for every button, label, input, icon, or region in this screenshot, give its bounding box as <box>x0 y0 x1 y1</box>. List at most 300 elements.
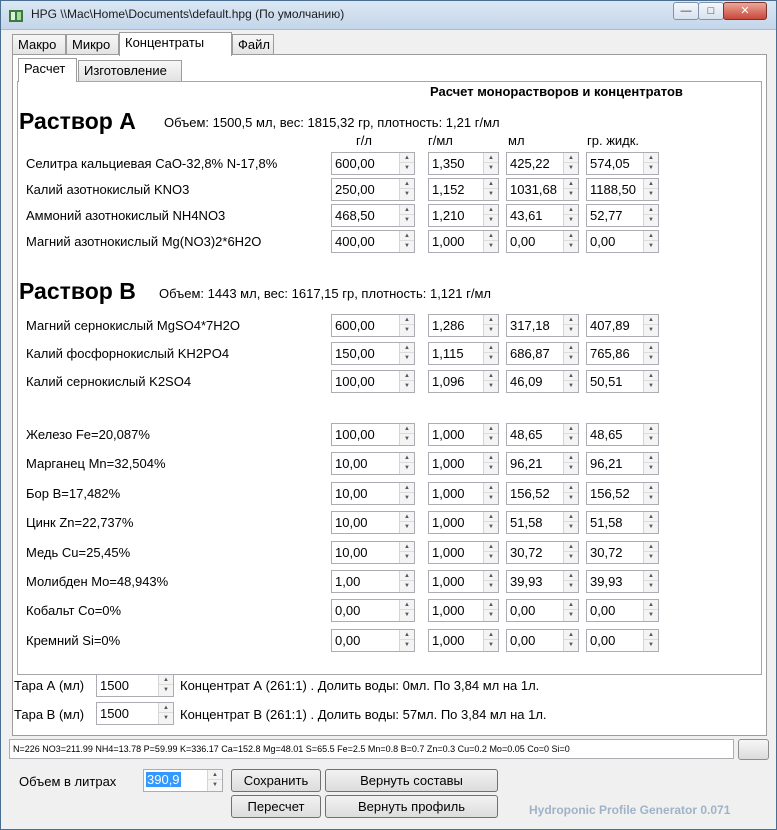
spin-up-arrow-icon[interactable]: ▲ <box>400 153 414 163</box>
reagent-ml-field[interactable] <box>506 178 579 201</box>
spin-down-arrow-icon[interactable]: ▼ <box>404 165 410 171</box>
solution-a-title: Раствор А <box>19 108 136 134</box>
reagent-gl-field[interactable] <box>331 599 415 622</box>
reagent-liq-field[interactable] <box>586 230 659 253</box>
reagent-liq-value: 0,00 <box>590 603 616 618</box>
reagent-liq-value: 52,77 <box>590 208 623 223</box>
reagent-gl-value: 600,00 <box>335 156 375 171</box>
reagent-label: Железо Fe=20,087% <box>26 427 150 442</box>
spin-down-arrow-icon[interactable]: ▼ <box>648 243 654 249</box>
spin-down-arrow-icon[interactable]: ▼ <box>488 465 494 471</box>
tara-a-field[interactable] <box>96 674 174 697</box>
spin-up-arrow-icon[interactable]: ▲ <box>644 205 658 215</box>
reagent-gl-value: 10,00 <box>335 545 368 560</box>
solution-b-title: Раствор В <box>19 278 136 304</box>
spin-down-arrow-icon[interactable]: ▼ <box>488 642 494 648</box>
spin-up-arrow-icon[interactable]: ▲ <box>644 571 658 581</box>
reagent-label: Калий фосфорнокислый KH2PO4 <box>26 346 230 361</box>
reagent-liq-field[interactable] <box>586 152 659 175</box>
spin-down-arrow-icon[interactable]: ▼ <box>648 583 654 589</box>
tab-concentrates[interactable]: Концентраты <box>119 32 232 56</box>
spin-down-arrow-icon[interactable]: ▼ <box>648 642 654 648</box>
spin-down-arrow-icon[interactable]: ▼ <box>488 383 494 389</box>
spin-down-arrow-icon[interactable]: ▼ <box>404 383 410 389</box>
reagent-liq-value: 1188,50 <box>590 182 637 197</box>
reagent-ml-field[interactable] <box>506 423 579 446</box>
reagent-liq-value: 51,58 <box>590 515 623 530</box>
reagent-liq-field[interactable] <box>586 178 659 201</box>
spin-up-arrow-icon[interactable]: ▲ <box>564 231 578 241</box>
reagent-ml-field[interactable] <box>506 152 579 175</box>
reagent-gl-field[interactable] <box>331 342 415 365</box>
reagent-gml-field[interactable] <box>428 342 499 365</box>
spin-up-arrow-icon[interactable]: ▲ <box>484 153 498 163</box>
spin-down-arrow-icon[interactable]: ▼ <box>568 436 574 442</box>
reagent-gl-field[interactable] <box>331 629 415 652</box>
volume-input[interactable] <box>143 769 223 792</box>
calculation-panel <box>17 81 762 675</box>
spin-up-arrow-icon[interactable]: ▲ <box>564 453 578 463</box>
reagent-label: Кобальт Co=0% <box>26 603 122 618</box>
spin-down-arrow-icon[interactable]: ▼ <box>648 554 654 560</box>
concentrates-panel <box>12 54 767 736</box>
spin-up-arrow-icon[interactable]: ▲ <box>644 424 658 434</box>
reagent-liq-field[interactable] <box>586 629 659 652</box>
spin-down-arrow-icon[interactable]: ▼ <box>163 715 169 721</box>
spin-down-arrow-icon[interactable]: ▼ <box>212 782 218 788</box>
reagent-gl-value: 100,00 <box>335 374 375 389</box>
spin-down-arrow-icon[interactable]: ▼ <box>568 165 574 171</box>
reagent-gl-field[interactable] <box>331 570 415 593</box>
reagent-gml-value: 1,000 <box>432 574 465 589</box>
window-title: HPG \\Mac\Home\Documents\default.hpg (По умолчанию) <box>31 7 345 21</box>
reagent-liq-field[interactable] <box>586 204 659 227</box>
close-button[interactable]: ✕ <box>723 2 767 20</box>
tara-a-info: Концентрат А (261:1) . Долить воды: 0мл. По 3,84 мл на 1л. <box>180 678 540 693</box>
reagent-liq-value: 30,72 <box>590 545 623 560</box>
reagent-liq-field[interactable] <box>586 482 659 505</box>
recalculate-button[interactable]: Пересчет <box>231 795 321 818</box>
spin-down-arrow-icon[interactable]: ▼ <box>488 524 494 530</box>
status-summary-field[interactable]: N=226 NO3=211.99 NH4=13.78 P=59.99 K=336.17 Ca=152.8 Mg=48.01 S=65.5 Fe=2.5 Mn=0.8 B=0.7 Zn=0.3 Cu=0.2 Mo=0.05 Co=0 Si=0 <box>9 739 734 759</box>
reagent-gml-field[interactable] <box>428 541 499 564</box>
reagent-liq-field[interactable] <box>586 541 659 564</box>
reagent-ml-field[interactable] <box>506 570 579 593</box>
reagent-gml-value: 1,000 <box>432 545 465 560</box>
reagent-ml-field[interactable] <box>506 511 579 534</box>
reagent-gml-field[interactable] <box>428 452 499 475</box>
reagent-gml-field[interactable] <box>428 423 499 446</box>
spin-up-arrow-icon[interactable]: ▲ <box>564 315 578 325</box>
spin-up-arrow-icon[interactable]: ▲ <box>400 512 414 522</box>
spin-down-arrow-icon[interactable]: ▼ <box>404 465 410 471</box>
spin-up-arrow-icon[interactable]: ▲ <box>400 179 414 189</box>
reagent-gml-field[interactable] <box>428 314 499 337</box>
reagent-ml-value: 317,18 <box>510 318 550 333</box>
reagent-liq-field[interactable] <box>586 452 659 475</box>
reagent-gml-value: 1,152 <box>432 182 465 197</box>
reagent-gl-field[interactable] <box>331 423 415 446</box>
reagent-gl-field[interactable] <box>331 314 415 337</box>
spin-up-arrow-icon[interactable]: ▲ <box>484 453 498 463</box>
reagent-liq-value: 50,51 <box>590 374 623 389</box>
tara-a-label: Тара А (мл) <box>14 678 85 693</box>
spin-down-arrow-icon[interactable]: ▼ <box>404 217 410 223</box>
spin-down-arrow-icon[interactable]: ▼ <box>404 327 410 333</box>
tara-b-value: 1500 <box>100 706 129 721</box>
spin-down-arrow-icon[interactable]: ▼ <box>568 217 574 223</box>
spin-down-arrow-icon[interactable]: ▼ <box>488 243 494 249</box>
spin-up-arrow-icon[interactable]: ▲ <box>564 483 578 493</box>
status-action-button[interactable] <box>738 739 769 760</box>
spin-up-arrow-icon[interactable]: ▲ <box>564 542 578 552</box>
save-button[interactable]: Сохранить <box>231 769 321 792</box>
reagent-gml-field[interactable] <box>428 599 499 622</box>
spin-up-arrow-icon[interactable]: ▲ <box>208 770 222 780</box>
spin-up-arrow-icon[interactable]: ▲ <box>484 205 498 215</box>
column-header-liquid: гр. жидк. <box>587 133 640 148</box>
reagent-label: Магний сернокислый MgSO4*7H2O <box>26 318 240 333</box>
reagent-gl-value: 1,00 <box>335 574 361 589</box>
reagent-label: Магний азотнокислый Mg(NO3)2*6H2O <box>26 234 262 249</box>
reagent-gl-field[interactable] <box>331 511 415 534</box>
spin-up-arrow-icon[interactable]: ▲ <box>564 371 578 381</box>
volume-label: Объем в литрах <box>19 774 117 789</box>
reagent-gml-value: 1,350 <box>432 156 465 171</box>
reagent-gml-value: 1,000 <box>432 633 465 648</box>
spin-up-arrow-icon[interactable]: ▲ <box>400 205 414 215</box>
reagent-gl-value: 10,00 <box>335 515 368 530</box>
spin-down-arrow-icon[interactable]: ▼ <box>404 191 410 197</box>
spin-up-arrow-icon[interactable]: ▲ <box>644 153 658 163</box>
spin-up-arrow-icon[interactable]: ▲ <box>484 343 498 353</box>
spin-down-arrow-icon[interactable]: ▼ <box>648 495 654 501</box>
reagent-gl-field[interactable] <box>331 230 415 253</box>
spin-down-arrow-icon[interactable]: ▼ <box>404 243 410 249</box>
spin-up-arrow-icon[interactable]: ▲ <box>400 453 414 463</box>
reagent-ml-value: 46,09 <box>510 374 543 389</box>
reagent-gl-value: 0,00 <box>335 603 361 618</box>
solution-b-info: Объем: 1443 мл, вес: 1617,15 гр, плотность: 1,121 г/мл <box>159 286 491 301</box>
reagent-label: Цинк Zn=22,737% <box>26 515 134 530</box>
spin-up-arrow-icon[interactable]: ▲ <box>564 512 578 522</box>
spin-up-arrow-icon[interactable]: ▲ <box>564 571 578 581</box>
reagent-gml-value: 1,000 <box>432 234 465 249</box>
reagent-liq-field[interactable] <box>586 599 659 622</box>
reagent-gl-value: 250,00 <box>335 182 375 197</box>
reagent-ml-field[interactable] <box>506 482 579 505</box>
spin-down-arrow-icon[interactable]: ▼ <box>488 165 494 171</box>
spin-down-arrow-icon[interactable]: ▼ <box>488 327 494 333</box>
title-bar <box>1 1 776 30</box>
reagent-ml-value: 39,93 <box>510 574 543 589</box>
reagent-gml-field[interactable] <box>428 230 499 253</box>
reagent-label: Медь Cu=25,45% <box>26 545 131 560</box>
maximize-button[interactable]: □ <box>698 2 724 20</box>
reagent-label: Марганец Mn=32,504% <box>26 456 166 471</box>
spin-down-arrow-icon[interactable]: ▼ <box>488 612 494 618</box>
reagent-liq-field[interactable] <box>586 570 659 593</box>
reagent-gml-value: 1,210 <box>432 208 465 223</box>
spin-down-arrow-icon[interactable]: ▼ <box>488 583 494 589</box>
reagent-gl-field[interactable] <box>331 452 415 475</box>
reagent-liq-field[interactable] <box>586 342 659 365</box>
reagent-gml-value: 1,096 <box>432 374 465 389</box>
reagent-gl-value: 100,00 <box>335 427 375 442</box>
spin-down-arrow-icon[interactable]: ▼ <box>404 524 410 530</box>
reagent-ml-field[interactable] <box>506 370 579 393</box>
reagent-liq-value: 574,05 <box>590 156 630 171</box>
reagent-gml-field[interactable] <box>428 152 499 175</box>
spin-down-arrow-icon[interactable]: ▼ <box>648 465 654 471</box>
spin-up-arrow-icon[interactable]: ▲ <box>564 153 578 163</box>
reagent-label: Калий азотнокислый KNO3 <box>26 182 190 197</box>
reagent-gl-value: 150,00 <box>335 346 375 361</box>
spin-up-arrow-icon[interactable]: ▲ <box>400 315 414 325</box>
reagent-gml-field[interactable] <box>428 511 499 534</box>
spin-up-arrow-icon[interactable]: ▲ <box>644 600 658 610</box>
spin-up-arrow-icon[interactable]: ▲ <box>564 343 578 353</box>
reagent-gml-field[interactable] <box>428 629 499 652</box>
reagent-label: Аммоний азотнокислый NH4NO3 <box>26 208 226 223</box>
reagent-gl-value: 10,00 <box>335 486 368 501</box>
spin-up-arrow-icon[interactable]: ▲ <box>400 371 414 381</box>
reagent-gl-value: 10,00 <box>335 456 368 471</box>
spin-down-arrow-icon[interactable]: ▼ <box>568 495 574 501</box>
spin-up-arrow-icon[interactable]: ▲ <box>159 675 173 685</box>
reagent-liq-field[interactable] <box>586 314 659 337</box>
tara-b-label: Тара В (мл) <box>14 707 85 722</box>
reagent-gml-value: 1,115 <box>432 346 464 361</box>
reagent-gl-field[interactable] <box>331 482 415 505</box>
spin-down-arrow-icon[interactable]: ▼ <box>404 495 410 501</box>
spin-down-arrow-icon[interactable]: ▼ <box>648 217 654 223</box>
spin-up-arrow-icon[interactable]: ▲ <box>484 512 498 522</box>
spin-down-arrow-icon[interactable]: ▼ <box>568 383 574 389</box>
tab-micro[interactable]: Микро <box>66 34 119 55</box>
spin-down-arrow-icon[interactable]: ▼ <box>648 383 654 389</box>
reagent-liq-value: 0,00 <box>590 234 616 249</box>
spin-up-arrow-icon[interactable]: ▲ <box>644 371 658 381</box>
reagent-gml-value: 1,000 <box>432 427 465 442</box>
spin-down-arrow-icon[interactable]: ▼ <box>648 165 654 171</box>
brand-label: Hydroponic Profile Generator 0.071 <box>529 803 731 817</box>
spin-down-arrow-icon[interactable]: ▼ <box>488 355 494 361</box>
reagent-gml-field[interactable] <box>428 570 499 593</box>
reagent-ml-field[interactable] <box>506 629 579 652</box>
spin-up-arrow-icon[interactable]: ▲ <box>644 542 658 552</box>
spin-up-arrow-icon[interactable]: ▲ <box>400 231 414 241</box>
spin-down-arrow-icon[interactable]: ▼ <box>648 612 654 618</box>
reagent-gml-field[interactable] <box>428 370 499 393</box>
reagent-label: Селитра кальциевая CaO-32,8% N-17,8% <box>26 156 278 171</box>
reagent-gml-value: 1,000 <box>432 456 465 471</box>
reagent-gl-field[interactable] <box>331 370 415 393</box>
reagent-ml-value: 48,65 <box>510 427 543 442</box>
spin-down-arrow-icon[interactable]: ▼ <box>568 355 574 361</box>
reagent-ml-value: 156,52 <box>510 486 550 501</box>
spin-down-arrow-icon[interactable]: ▼ <box>568 327 574 333</box>
spin-up-arrow-icon[interactable]: ▲ <box>564 179 578 189</box>
spin-up-arrow-icon[interactable]: ▲ <box>644 630 658 640</box>
spin-up-arrow-icon[interactable]: ▲ <box>564 424 578 434</box>
spin-up-arrow-icon[interactable]: ▲ <box>400 630 414 640</box>
reagent-liq-field[interactable] <box>586 423 659 446</box>
reagent-ml-field[interactable] <box>506 230 579 253</box>
reagent-ml-value: 425,22 <box>510 156 550 171</box>
tab-file[interactable]: Файл <box>232 34 274 55</box>
tab-production[interactable]: Изготовление <box>78 60 182 81</box>
reagent-gml-value: 1,286 <box>432 318 465 333</box>
reagent-liq-value: 156,52 <box>590 486 630 501</box>
reagent-ml-field[interactable] <box>506 342 579 365</box>
spin-up-arrow-icon[interactable]: ▲ <box>159 703 173 713</box>
spin-down-arrow-icon[interactable]: ▼ <box>648 524 654 530</box>
spin-up-arrow-icon[interactable]: ▲ <box>484 315 498 325</box>
minimize-button[interactable]: — <box>673 2 699 20</box>
spin-down-arrow-icon[interactable]: ▼ <box>404 554 410 560</box>
spin-up-arrow-icon[interactable]: ▲ <box>564 630 578 640</box>
spin-down-arrow-icon[interactable]: ▼ <box>568 191 574 197</box>
spin-down-arrow-icon[interactable]: ▼ <box>568 642 574 648</box>
spin-up-arrow-icon[interactable]: ▲ <box>564 205 578 215</box>
reagent-gml-field[interactable] <box>428 204 499 227</box>
spin-up-arrow-icon[interactable]: ▲ <box>400 600 414 610</box>
spin-up-arrow-icon[interactable]: ▲ <box>564 600 578 610</box>
reagent-gml-value: 1,000 <box>432 486 465 501</box>
reagent-ml-value: 96,21 <box>510 456 543 471</box>
panel-heading: Расчет монорастворов и концентратов <box>430 84 683 99</box>
reagent-gl-value: 400,00 <box>335 234 375 249</box>
reagent-label: Кремний Si=0% <box>26 633 121 648</box>
spin-down-arrow-icon[interactable]: ▼ <box>648 327 654 333</box>
reagent-label: Калий сернокислый K2SO4 <box>26 374 192 389</box>
spin-up-arrow-icon[interactable]: ▲ <box>484 571 498 581</box>
revert-profile-button[interactable]: Вернуть профиль <box>325 795 498 818</box>
tab-calculation[interactable]: Расчет <box>18 58 77 82</box>
spin-down-arrow-icon[interactable]: ▼ <box>568 524 574 530</box>
spin-up-arrow-icon[interactable]: ▲ <box>484 600 498 610</box>
reagent-liq-value: 39,93 <box>590 574 623 589</box>
reagent-gl-value: 0,00 <box>335 633 361 648</box>
spin-up-arrow-icon[interactable]: ▲ <box>644 453 658 463</box>
spin-up-arrow-icon[interactable]: ▲ <box>400 571 414 581</box>
volume-value: 390,9 <box>147 772 180 787</box>
reagent-liq-value: 48,65 <box>590 427 623 442</box>
spin-down-arrow-icon[interactable]: ▼ <box>488 217 494 223</box>
spin-down-arrow-icon[interactable]: ▼ <box>404 436 410 442</box>
reagent-ml-value: 0,00 <box>510 234 536 249</box>
spin-down-arrow-icon[interactable]: ▼ <box>568 612 574 618</box>
reagent-liq-field[interactable] <box>586 370 659 393</box>
spin-up-arrow-icon[interactable]: ▲ <box>400 424 414 434</box>
spin-up-arrow-icon[interactable]: ▲ <box>484 630 498 640</box>
spin-down-arrow-icon[interactable]: ▼ <box>163 687 169 693</box>
spin-down-arrow-icon[interactable]: ▼ <box>648 436 654 442</box>
spin-up-arrow-icon[interactable]: ▲ <box>484 424 498 434</box>
column-header-ml: мл <box>508 133 525 148</box>
spin-up-arrow-icon[interactable]: ▲ <box>484 179 498 189</box>
reagent-gl-field[interactable] <box>331 204 415 227</box>
spin-down-arrow-icon[interactable]: ▼ <box>648 191 654 197</box>
spin-up-arrow-icon[interactable]: ▲ <box>644 512 658 522</box>
spin-up-arrow-icon[interactable]: ▲ <box>644 231 658 241</box>
spin-up-arrow-icon[interactable]: ▲ <box>644 343 658 353</box>
spin-down-arrow-icon[interactable]: ▼ <box>488 554 494 560</box>
reagent-ml-field[interactable] <box>506 541 579 564</box>
reagent-ml-field[interactable] <box>506 204 579 227</box>
reagent-liq-value: 765,86 <box>590 346 630 361</box>
reagent-liq-value: 96,21 <box>590 456 623 471</box>
reagent-liq-field[interactable] <box>586 511 659 534</box>
spin-down-arrow-icon[interactable]: ▼ <box>568 554 574 560</box>
spin-up-arrow-icon[interactable]: ▲ <box>484 542 498 552</box>
revert-compositions-button[interactable]: Вернуть составы <box>325 769 498 792</box>
reagent-ml-field[interactable] <box>506 599 579 622</box>
tara-b-field[interactable] <box>96 702 174 725</box>
spin-down-arrow-icon[interactable]: ▼ <box>648 355 654 361</box>
spin-up-arrow-icon[interactable]: ▲ <box>484 483 498 493</box>
reagent-gml-field[interactable] <box>428 178 499 201</box>
reagent-gml-value: 1,000 <box>432 515 465 530</box>
reagent-gml-value: 1,000 <box>432 603 465 618</box>
hpg-app-icon <box>8 8 24 24</box>
spin-down-arrow-icon[interactable]: ▼ <box>404 642 410 648</box>
tara-b-info: Концентрат В (261:1) . Долить воды: 57мл. По 3,84 мл на 1л. <box>180 707 547 722</box>
spin-up-arrow-icon[interactable]: ▲ <box>400 483 414 493</box>
spin-up-arrow-icon[interactable]: ▲ <box>400 343 414 353</box>
spin-down-arrow-icon[interactable]: ▼ <box>488 495 494 501</box>
reagent-gl-field[interactable] <box>331 178 415 201</box>
reagent-label: Бор B=17,482% <box>26 486 121 501</box>
reagent-ml-field[interactable] <box>506 314 579 337</box>
spin-up-arrow-icon[interactable]: ▲ <box>484 371 498 381</box>
column-header-g-per-l: г/л <box>356 133 372 148</box>
reagent-gl-field[interactable] <box>331 152 415 175</box>
spin-down-arrow-icon[interactable]: ▼ <box>568 583 574 589</box>
spin-up-arrow-icon[interactable]: ▲ <box>644 483 658 493</box>
reagent-ml-value: 1031,68 <box>510 182 557 197</box>
reagent-gl-field[interactable] <box>331 541 415 564</box>
spin-up-arrow-icon[interactable]: ▲ <box>484 231 498 241</box>
reagent-gl-value: 600,00 <box>335 318 375 333</box>
reagent-ml-value: 0,00 <box>510 633 536 648</box>
reagent-gml-field[interactable] <box>428 482 499 505</box>
reagent-liq-value: 407,89 <box>590 318 630 333</box>
spin-down-arrow-icon[interactable]: ▼ <box>404 355 410 361</box>
spin-up-arrow-icon[interactable]: ▲ <box>644 315 658 325</box>
spin-down-arrow-icon[interactable]: ▼ <box>488 191 494 197</box>
reagent-ml-value: 30,72 <box>510 545 543 560</box>
reagent-ml-value: 0,00 <box>510 603 536 618</box>
reagent-label: Молибден Mo=48,943% <box>26 574 169 589</box>
spin-down-arrow-icon[interactable]: ▼ <box>404 612 410 618</box>
spin-up-arrow-icon[interactable]: ▲ <box>644 179 658 189</box>
spin-up-arrow-icon[interactable]: ▲ <box>400 542 414 552</box>
reagent-ml-value: 43,61 <box>510 208 543 223</box>
spin-down-arrow-icon[interactable]: ▼ <box>568 465 574 471</box>
column-header-g-per-ml: г/мл <box>428 133 453 148</box>
spin-down-arrow-icon[interactable]: ▼ <box>488 436 494 442</box>
spin-down-arrow-icon[interactable]: ▼ <box>568 243 574 249</box>
solution-a-info: Объем: 1500,5 мл, вес: 1815,32 гр, плотность: 1,21 г/мл <box>164 115 500 130</box>
reagent-ml-field[interactable] <box>506 452 579 475</box>
reagent-ml-value: 686,87 <box>510 346 550 361</box>
tab-macro[interactable]: Макро <box>12 34 66 55</box>
tara-a-value: 1500 <box>100 678 129 693</box>
spin-down-arrow-icon[interactable]: ▼ <box>404 583 410 589</box>
reagent-gl-value: 468,50 <box>335 208 375 223</box>
